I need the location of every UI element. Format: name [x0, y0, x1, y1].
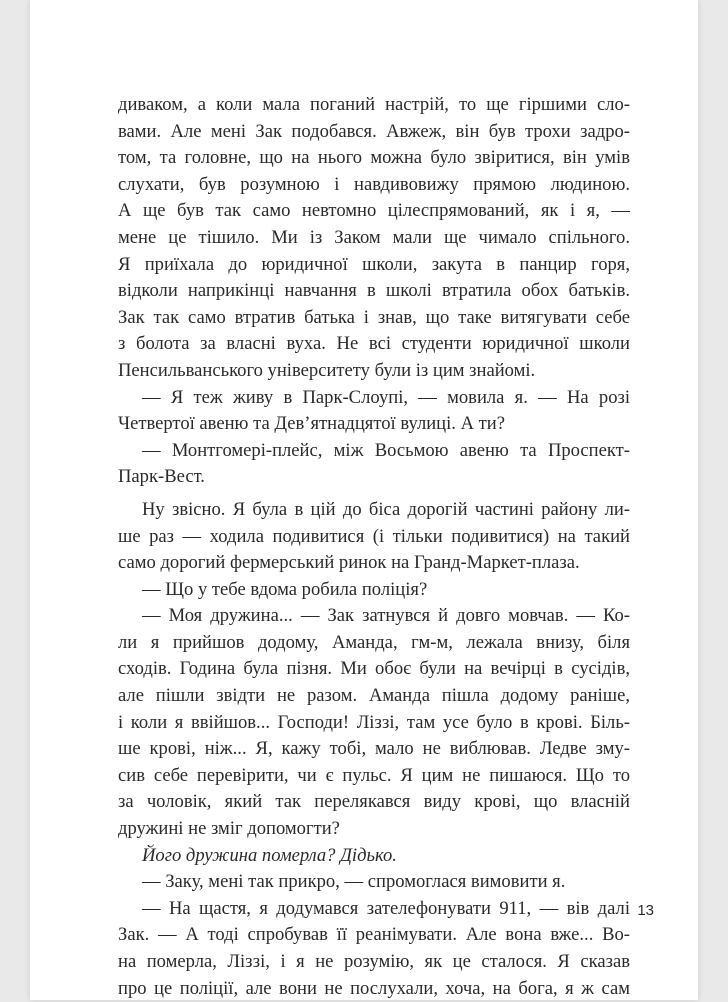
text-line: само дорогий фермерський ринок на Гранд-Маркет-плаза.: [118, 552, 580, 574]
text-line: Ну звісно. Я була в цій до біса дорогій частині району ли-: [142, 498, 630, 520]
text-line: — Монтгомері-плейс, між Восьмою авеню та Проспект-: [142, 439, 630, 461]
text-line: відколи наприкінці навчання в школі втратила обох батьків.: [118, 280, 630, 302]
text-line: вами. Але мені Зак подобався. Авжеж, він був трохи задро-: [118, 120, 630, 142]
text-line: про це поліції, але вони не послухали, хоча, на бога, я ж сам: [118, 977, 630, 999]
text-line: диваком, а коли мала поганий настрій, то ще гіршими сло-: [118, 94, 630, 115]
text-line: — На щастя, я додумався зателефонувати 911, — вів далі: [142, 897, 630, 919]
text-line: — Моя дружина... — Зак затнувся й довго мовчав. — Ко-: [142, 605, 630, 627]
text-line: том, та головне, що на нього можна було звіритися, він умів: [118, 147, 630, 169]
page-number: 13: [637, 902, 654, 919]
text-line: Я приїхала до юридичної школи, закута в панцир горя,: [118, 253, 630, 275]
text-line: сив себе перевірити, чи є пульс. Я цим не пишаюся. Що то: [118, 764, 630, 786]
text-line: але пішли звідти не разом. Аманда пішла додому раніше,: [118, 685, 630, 707]
text-line: і коли я ввійшов... Господи! Ліззі, там усе було в крові. Біль-: [118, 711, 630, 733]
text-line: — Заку, мені так прикро, — спромоглася вимовити я.: [142, 871, 566, 893]
text-line: мене це тішило. Ми із Заком мали ще чимало спільного.: [118, 226, 630, 248]
text-line: дружині не зміг допомогти?: [118, 818, 340, 840]
text-line: Його дружина померла? Дідько.: [142, 844, 397, 866]
text-line: слухати, був розумною і навдивовижу прямою людиною.: [118, 173, 630, 195]
text-line: А ще був так само невтомно цілеспрямований, як і я, —: [118, 200, 630, 222]
text-line: Четвертої авеню та Дев’ятнадцятої вулиці. А ти?: [118, 413, 505, 435]
text-line: ли я прийшов додому, Аманда, гм-м, лежала внизу, біля: [118, 631, 630, 653]
text-line: Зак. — А тоді спробував її реанімувати. Але вона вже... Во-: [118, 924, 630, 946]
text-line: з болота за власні вуха. Не всі студенти юридичної школи: [118, 333, 630, 355]
text-line: за чоловік, який так перелякався виду крові, що власній: [118, 791, 630, 813]
text-line: сходів. Година була пізня. Ми обоє були на вечірці в сусідів,: [118, 658, 630, 680]
book-page: [30, 0, 698, 1000]
text-line: Зак так само втратив батька і знав, що таке витягувати себе: [118, 306, 630, 328]
text-line: ше крові, ніж... Я, кажу тобі, мало не виблював. Ледве зму-: [118, 738, 630, 760]
text-line: — Що у тебе вдома робила поліція?: [142, 578, 428, 600]
text-line: — Я теж живу в Парк-Слоупі, — мовила я. — На розі: [142, 386, 630, 408]
text-line: Парк-Вест.: [118, 466, 205, 488]
text-line: ше раз — ходила подивитися (і тільки подивитися) на такий: [118, 525, 630, 547]
text-line: Пенсильванського університету були із цим знайомі.: [118, 359, 536, 381]
body-text: [118, 92, 630, 1002]
text-line: на померла, Ліззі, і я не розумію, як це сталося. Я сказав: [118, 951, 630, 972]
